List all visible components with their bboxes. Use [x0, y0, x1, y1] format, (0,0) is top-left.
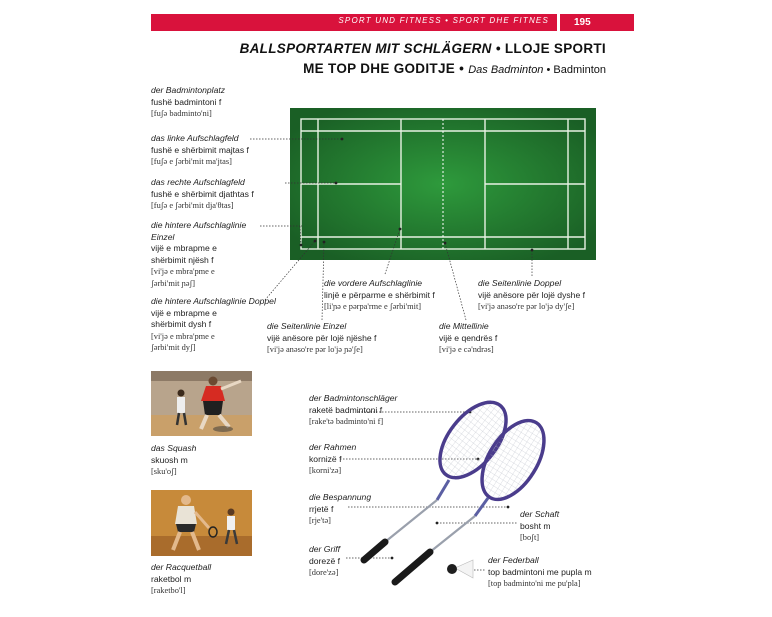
label-right-service-court: das rechte Aufschlagfeld fushë e shërbimit djathtas f [fuʃə e ʃərbi'mit dja'θtas] — [151, 177, 254, 210]
shuttlecock — [447, 560, 473, 578]
page-title-line1: BALLSPORTARTEN MIT SCHLÄGERN • LLOJE SPORTI — [239, 41, 606, 56]
racquetball-photo — [151, 490, 252, 556]
label-back-service-line-single: die hintere Aufschlaglinie Einzel vijë e mbrapme e shërbimit njësh f [vi'jə e mbra'pme e ʃərbi'mit ɲəʃ] — [151, 220, 247, 288]
label-center-line: die Mittellinie vijë e qendrës f [vi'jə e cə'ndrəs] — [439, 321, 498, 354]
label-squash: das Squash skuosh m [sku'oʃ] — [151, 443, 197, 476]
label-frame: der Rahmen kornizë f [korni'zə] — [309, 442, 357, 475]
label-racquetball: der Racquetball raketbol m [raketbo'l] — [151, 562, 212, 595]
label-sideline-double: die Seitenlinie Doppel vijë anësore për lojë dyshe f [vi'jə anəso'rе pər lo'jə dy'ʃe] — [478, 278, 586, 311]
label-sideline-single: die Seitenlinie Einzel vijë anësore për lojë njëshe f [vi'jə anəso'rе pər lo'jə ɲə'ʃe] — [267, 321, 377, 354]
label-shuttlecock: der Federball top badmintoni me pupla m [top badminto'ni me pu'pla] — [488, 555, 592, 588]
label-front-service-line: die vordere Aufschlaglinie linjë e përparme e shërbimit f [li'ɲə e pərpa'rme e ʃərbi'mit] — [324, 278, 435, 311]
label-strings: die Bespannung rrjetë f [rje'tə] — [309, 492, 372, 525]
label-court: der Badmintonplatz fushë badmintoni f [fuʃə badminto'ni] — [151, 85, 226, 118]
page-number: 195 — [560, 14, 634, 31]
label-grip: der Griff dorezë f [dore'zə] — [309, 544, 341, 577]
label-racket: der Badmintonschläger raketë badmintoni f [rake'tə badminto'ni f] — [309, 393, 398, 426]
label-shaft: der Schaft bosht m [boʃt] — [520, 509, 560, 542]
section-header-text: SPORT UND FITNESS • SPORT DHE FITNES — [338, 16, 549, 25]
label-back-service-line-double: die hintere Aufschlaglinie Doppel vijë e mbrapme e shërbimit dysh f [vi'jə e mbra'pme e ʃərbi'mit dyʃ] — [151, 296, 276, 352]
squash-photo — [151, 371, 252, 436]
label-left-service-court: das linke Aufschlagfeld fushë e shërbimit majtas f [fuʃə e ʃərbi'mit ma'jtas] — [151, 133, 249, 166]
page-title-line2: ME TOP DHE GODITJE • Das Badminton • Badminton — [303, 61, 606, 76]
